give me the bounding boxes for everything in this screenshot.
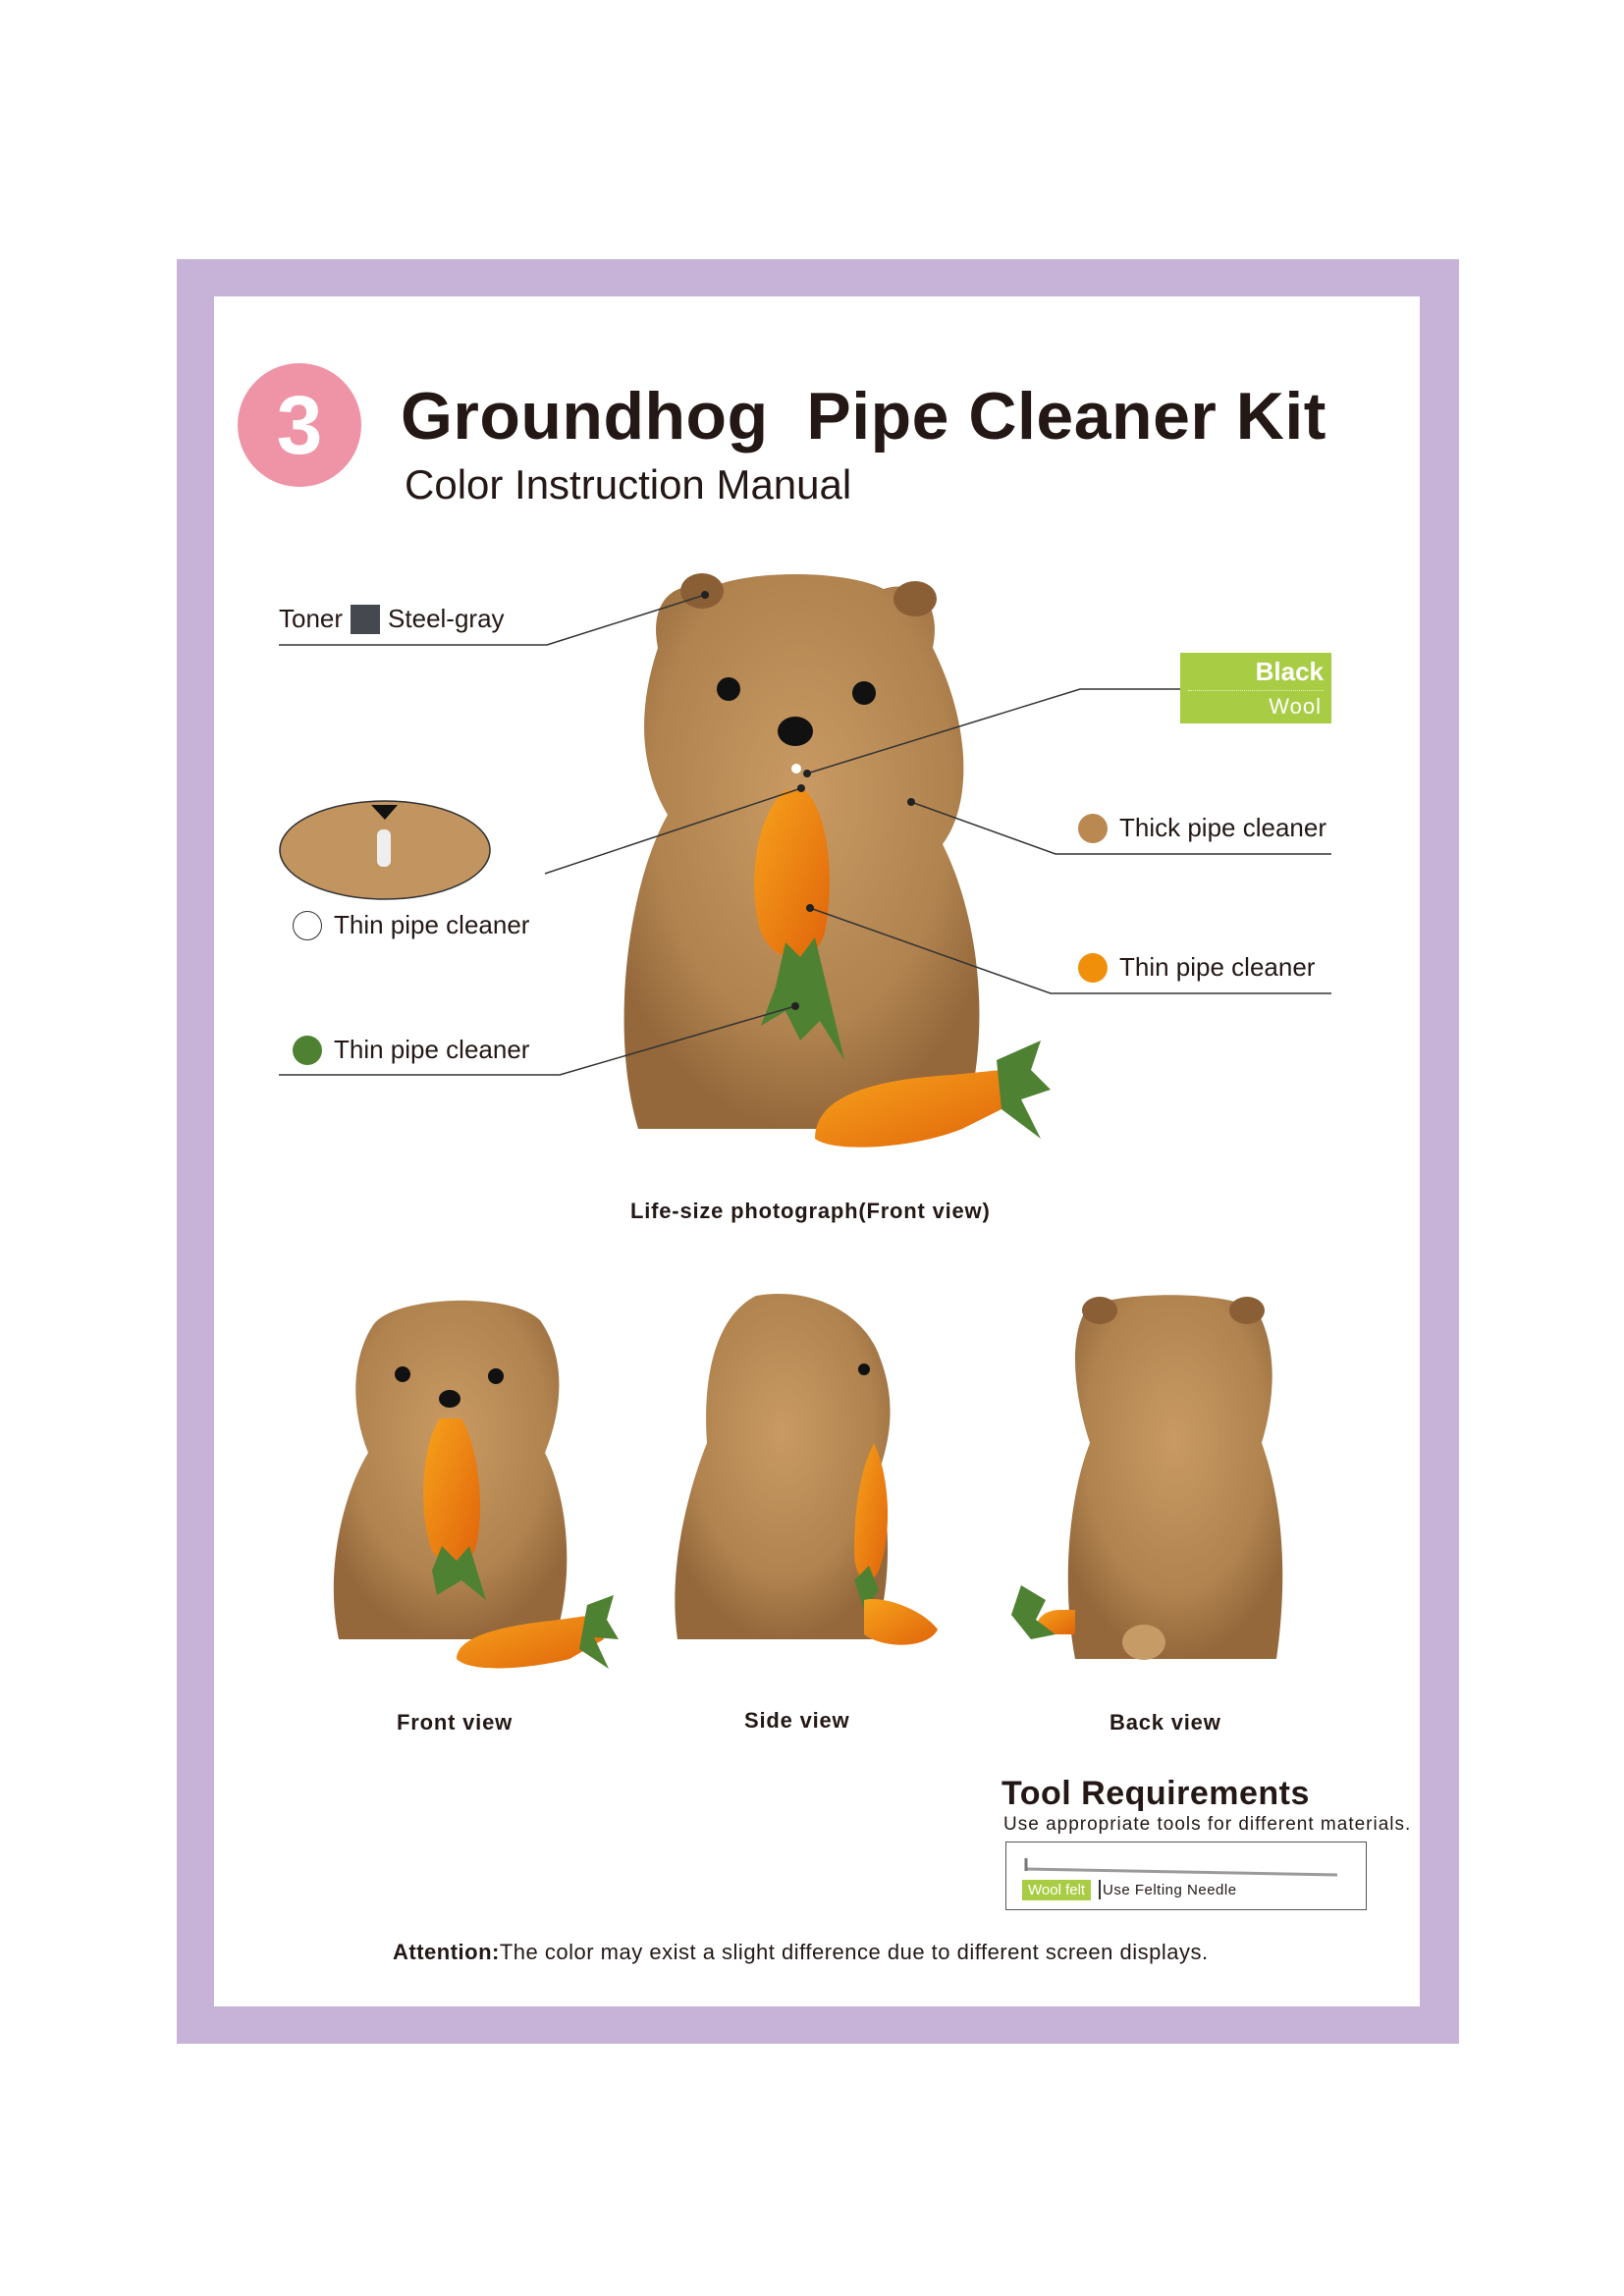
- tool-requirements-title: Tool Requirements: [1001, 1775, 1310, 1812]
- black-wool-tag: [1180, 653, 1331, 723]
- green-thin-label: Thin pipe cleaner: [334, 1035, 530, 1064]
- felting-needle-text: Use Felting Needle: [1103, 1882, 1237, 1898]
- back-view-caption: Back view: [1110, 1710, 1221, 1735]
- thick-label: Thick pipe cleaner: [1119, 813, 1326, 842]
- main-photo-caption: Life-size photograph(Front view): [630, 1199, 991, 1223]
- brown-color-dot: [1078, 814, 1108, 843]
- white-thin-pipe-cleaner-callout: [293, 910, 529, 940]
- groundhog-front-view: [334, 1301, 619, 1669]
- tool-divider: [1099, 1880, 1101, 1899]
- groundhog-back-view: [1011, 1295, 1282, 1660]
- thick-pipe-cleaner-callout: [1078, 813, 1326, 843]
- step-number-badge: 3: [238, 363, 361, 487]
- page-subtitle: Color Instruction Manual: [405, 461, 852, 507]
- groundhog-side-view: [675, 1294, 938, 1645]
- tool-requirements-box: [1005, 1842, 1367, 1910]
- wool-felt-tag: Wool felt: [1022, 1880, 1091, 1900]
- attention-note: [393, 1940, 1209, 1965]
- white-thin-label: Thin pipe cleaner: [334, 910, 530, 939]
- black-wool-title: Black: [1255, 657, 1324, 686]
- orange-color-dot: [1078, 953, 1108, 983]
- green-thin-pipe-cleaner-callout: [293, 1035, 529, 1065]
- toner-callout: [279, 604, 505, 634]
- tool-requirements-subtitle: Use appropriate tools for different materials.: [1003, 1814, 1412, 1835]
- green-color-dot: [293, 1036, 322, 1065]
- attention-label: Attention:: [393, 1940, 500, 1964]
- groundhog-main-figure: [624, 573, 1051, 1148]
- white-color-dot: [293, 911, 322, 940]
- steel-gray-swatch: [351, 605, 380, 634]
- mouth-closeup-ellipse: [280, 801, 490, 899]
- attention-text: The color may exist a slight difference due to different screen displays.: [499, 1940, 1209, 1964]
- orange-thin-label: Thin pipe cleaner: [1119, 952, 1316, 982]
- page-title: Groundhog Pipe Cleaner Kit: [401, 379, 1326, 454]
- toner-label: Toner: [279, 604, 344, 633]
- toner-color-name: Steel-gray: [388, 604, 505, 633]
- black-wool-subtitle: Wool: [1269, 694, 1322, 719]
- orange-thin-pipe-cleaner-callout: [1078, 952, 1315, 983]
- front-view-caption: Front view: [397, 1710, 514, 1735]
- wool-tag-divider: [1188, 690, 1324, 691]
- side-view-caption: Side view: [744, 1708, 850, 1733]
